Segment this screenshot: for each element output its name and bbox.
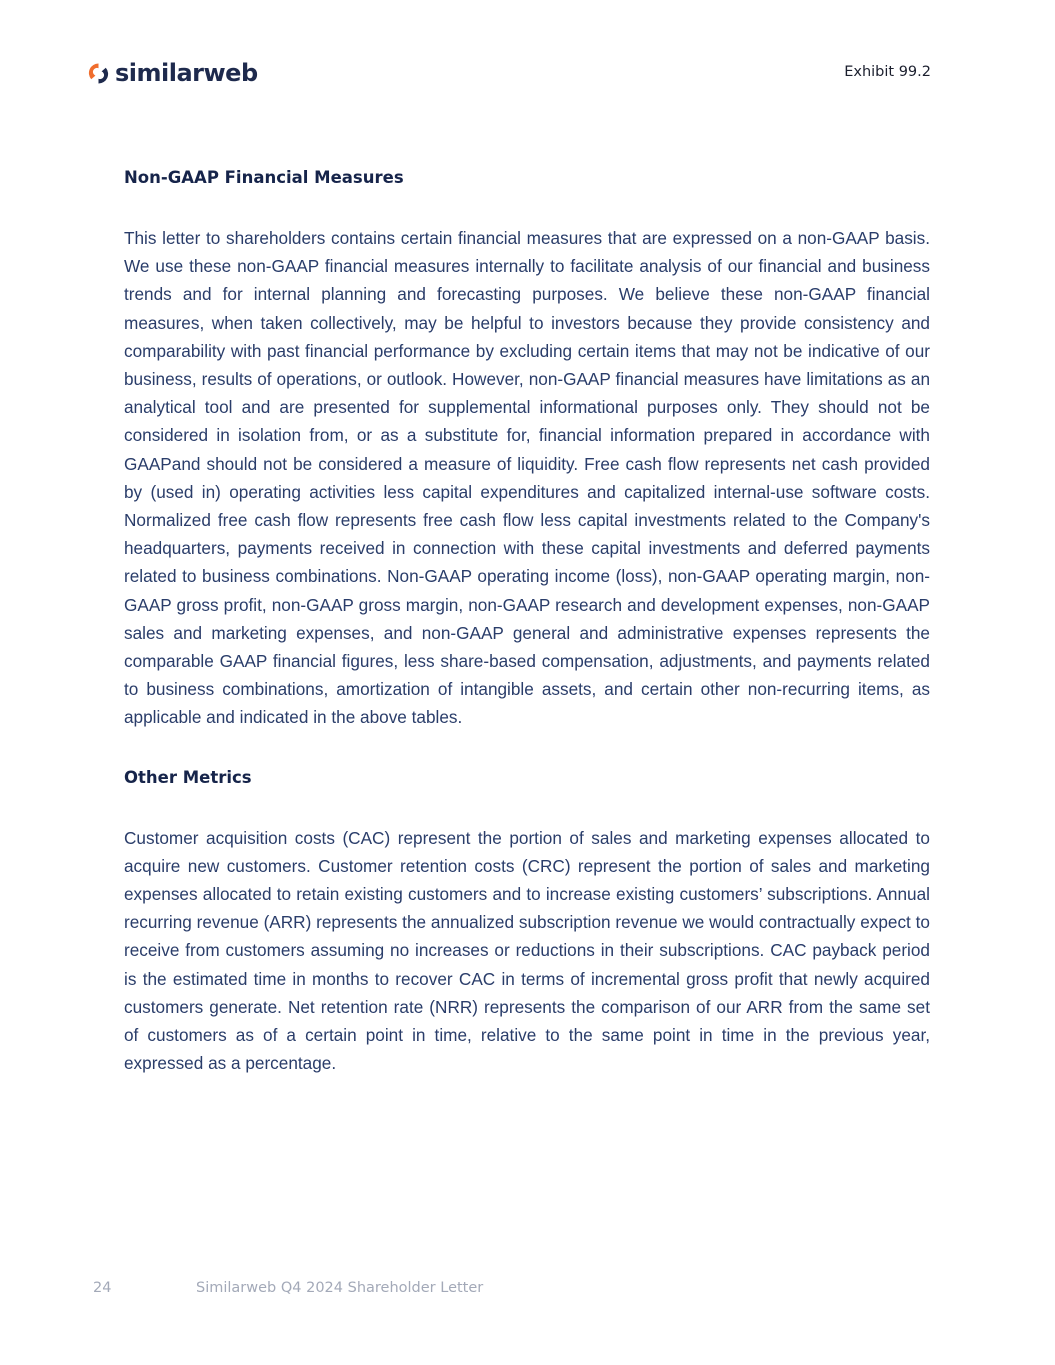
section-body-other-metrics: Customer acquisition costs (CAC) represent the portion of sales and marketing expenses allocated to acquire new customers. Customer retention costs (CRC) represent the portion of sales and marketing expenses allocated to retain existing customers and to increase existing customers’ subscriptions. Annual recurring revenue (ARR) represents the annualized subscription revenue we would contractually expect to receive from customers assuming no increases or reductions in their subscriptions. CAC payback period is the estimated time in months to recover CAC in terms of incremental gross profit that newly acquired customers generate. Net retention rate (NRR) represents the comparison of our ARR from the same set of customers as of a certain point in time, relative to the same point in time in the previous year, expressed as a percentage. <box>124 827 930 1074</box>
exhibit-label: Exhibit 99.2 <box>844 64 931 80</box>
section-title-other-metrics: Other Metrics <box>124 767 252 787</box>
logo-wordmark: similarweb <box>115 59 258 87</box>
similarweb-logo-icon <box>88 62 109 85</box>
section-body-non-gaap: This letter to shareholders contains certain financial measures that are expressed on a non-GAAP basis. We use these non-GAAP financial measures internally to facilitate analysis of our financial and business trends and for internal planning and forecasting purposes. We believe these non-GAAP financial measures, when taken collectively, may be helpful to investors because they provide consistency and comparability with past financial performance by excluding certain items that may not be indicative of our business, results of operations, or outlook. However, non-GAAP financial measures have limitations as an analytical tool and are presented for supplemental informational purposes only. They should not be considered in isolation from, or as a substitute for, financial information prepared in accordance with GAAPand should not be considered a measure of liquidity. Free cash flow represents net cash provided by (used in) operating activities less capital expenditures and capitalized internal-use software costs. Normalized free cash flow represents free cash flow less capital investments related to the Company's headquarters, payments received in connection with these capital investments and deferred payments related to business combinations. Non-GAAP operating income (loss), non-GAAP operating margin, non-GAAP gross profit, non-GAAP gross margin, non-GAAP research and development expenses, non-GAAP sales and marketing expenses, and non-GAAP general and administrative expenses represents the comparable GAAP financial figures, less share-based compensation, adjustments, and payments related to business combinations, amortization of intangible assets, and certain other non-recurring items, as applicable and indicated in the above tables. <box>124 228 930 728</box>
page-number: 24 <box>93 1280 112 1296</box>
brand-logo <box>88 58 258 88</box>
section-title-non-gaap: Non-GAAP Financial Measures <box>124 168 404 187</box>
footer-document-title: Similarweb Q4 2024 Shareholder Letter <box>196 1280 484 1296</box>
document-body <box>124 166 930 1077</box>
